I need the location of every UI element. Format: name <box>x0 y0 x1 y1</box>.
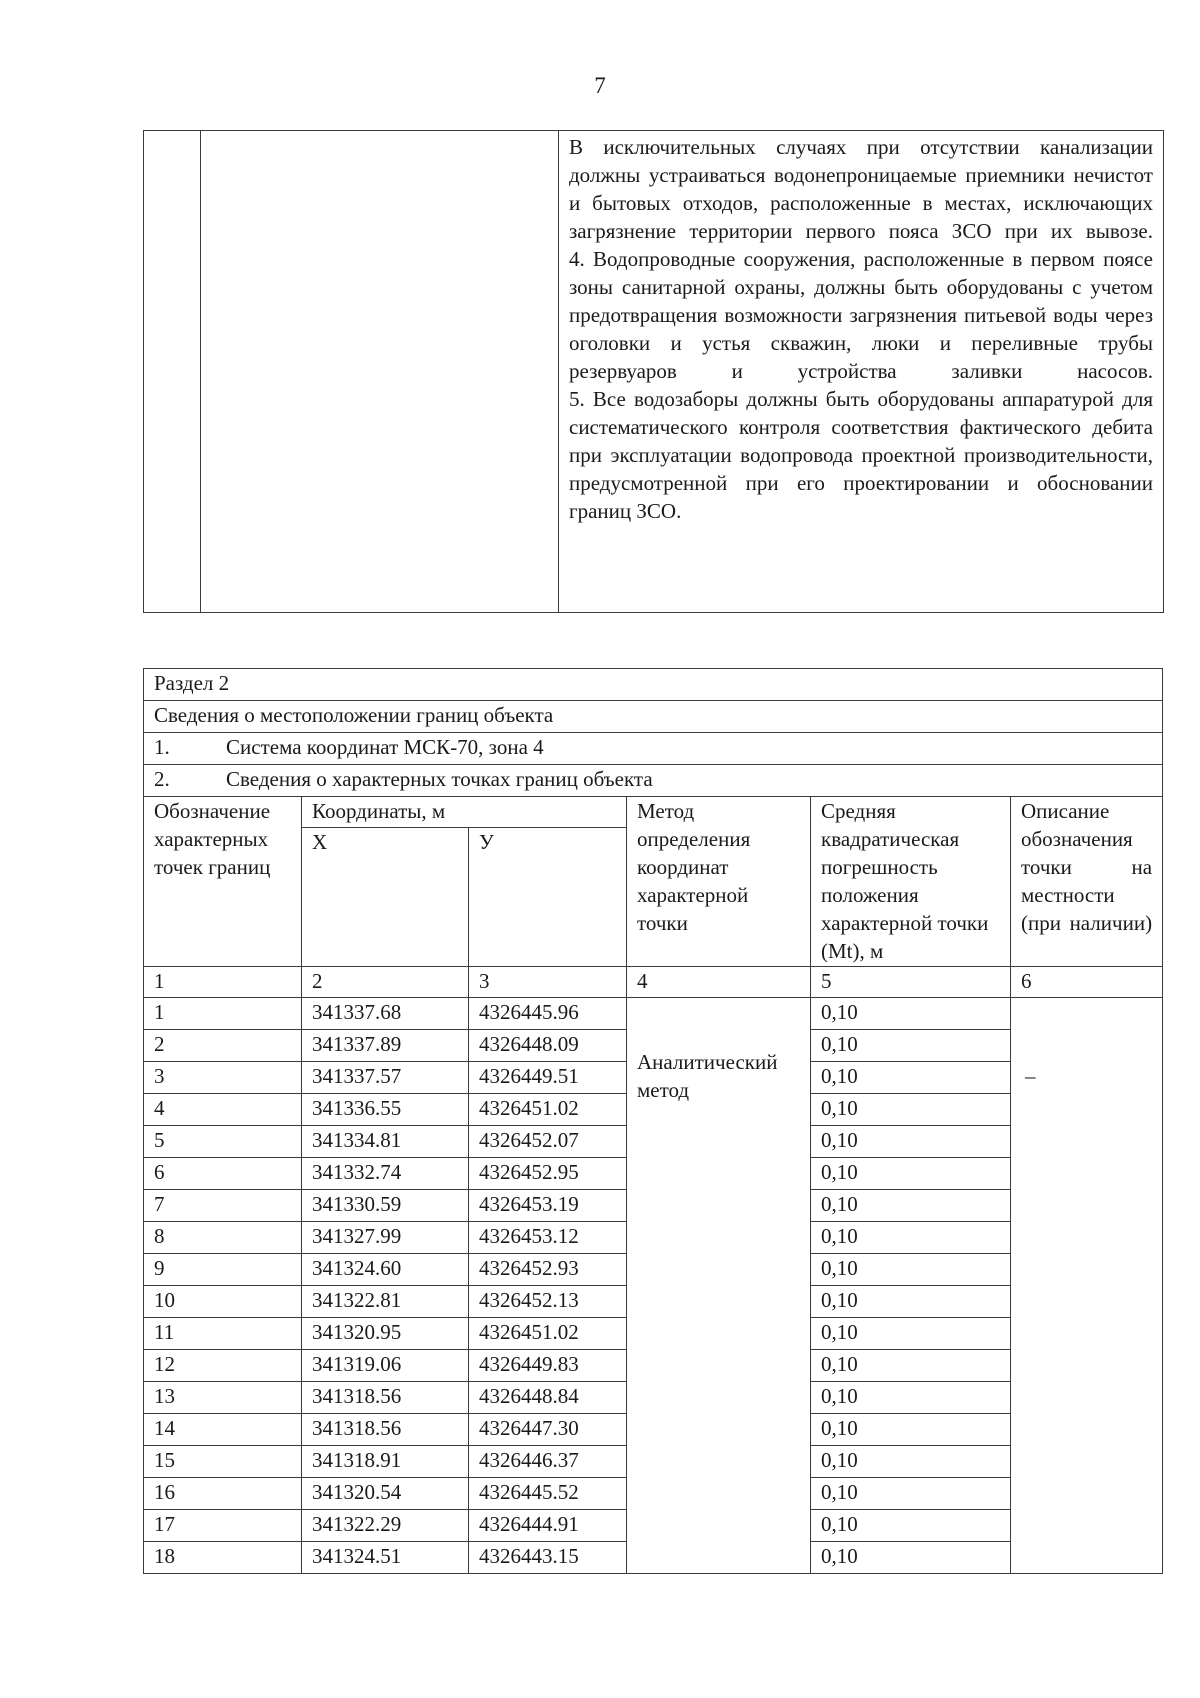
paragraph-sewage: В исключительных случаях при отсутствии канализации должны устраиваться водонепроницаемые приемники нечистот и бытовых отходов, расположенные в местах, исключающих загрязнение территории первого пояса ЗСО при их вывозе. <box>569 135 1153 243</box>
error-cell: 0,10 <box>811 1222 1011 1254</box>
column-index-3: 3 <box>469 967 627 998</box>
error-cell: 0,10 <box>811 1094 1011 1126</box>
point-number-cell: 11 <box>144 1318 302 1350</box>
coordinate-system-row <box>144 733 1163 765</box>
y-coordinate-cell: 4326447.30 <box>469 1414 627 1446</box>
error-cell: 0,10 <box>811 998 1011 1030</box>
y-coordinate-cell: 4326452.95 <box>469 1158 627 1190</box>
point-number-cell: 6 <box>144 1158 302 1190</box>
error-cell: 0,10 <box>811 1414 1011 1446</box>
point-number-cell: 13 <box>144 1382 302 1414</box>
error-cell: 0,10 <box>811 1542 1011 1574</box>
x-coordinate-cell: 341330.59 <box>302 1190 469 1222</box>
point-number-cell: 12 <box>144 1350 302 1382</box>
error-cell: 0,10 <box>811 1478 1011 1510</box>
y-coordinate-cell: 4326452.07 <box>469 1126 627 1158</box>
x-coordinate-cell: 341327.99 <box>302 1222 469 1254</box>
y-coordinate-cell: 4326448.84 <box>469 1382 627 1414</box>
column-index-6: 6 <box>1011 967 1163 998</box>
column-index-2: 2 <box>302 967 469 998</box>
item-number: 2. <box>154 767 170 791</box>
requirements-continuation-table <box>143 130 1164 613</box>
points-info-cell <box>144 765 1163 797</box>
coordinate-system-cell <box>144 733 1163 765</box>
table-row <box>144 131 1164 613</box>
error-cell: 0,10 <box>811 1254 1011 1286</box>
header-y: У <box>469 828 627 967</box>
error-cell: 0,10 <box>811 1350 1011 1382</box>
x-coordinate-cell: 341324.51 <box>302 1542 469 1574</box>
y-coordinate-cell: 4326444.91 <box>469 1510 627 1542</box>
column-index-1: 1 <box>144 967 302 998</box>
y-coordinate-cell: 4326449.51 <box>469 1062 627 1094</box>
x-coordinate-cell: 341337.57 <box>302 1062 469 1094</box>
x-coordinate-cell: 341318.56 <box>302 1382 469 1414</box>
column-index-row <box>144 967 1163 998</box>
point-number-cell: 2 <box>144 1030 302 1062</box>
point-number-cell: 15 <box>144 1446 302 1478</box>
point-number-cell: 10 <box>144 1286 302 1318</box>
x-coordinate-cell: 341334.81 <box>302 1126 469 1158</box>
x-coordinate-cell: 341336.55 <box>302 1094 469 1126</box>
y-coordinate-cell: 4326445.52 <box>469 1478 627 1510</box>
error-cell: 0,10 <box>811 1286 1011 1318</box>
x-coordinate-cell: 341337.68 <box>302 998 469 1030</box>
error-cell: 0,10 <box>811 1030 1011 1062</box>
x-coordinate-cell: 341322.81 <box>302 1286 469 1318</box>
column-index-5: 5 <box>811 967 1011 998</box>
y-coordinate-cell: 4326449.83 <box>469 1350 627 1382</box>
section-title-row <box>144 669 1163 701</box>
header-designation: Обозначение характерных точек границ <box>144 797 302 967</box>
header-description: Описание обозначения точки на местности (при наличии) <box>1011 797 1163 967</box>
section-subtitle-row <box>144 701 1163 733</box>
error-cell: 0,10 <box>811 1318 1011 1350</box>
empty-name-cell <box>201 131 559 613</box>
requirements-text-cell <box>559 131 1164 613</box>
column-index-4: 4 <box>627 967 811 998</box>
y-coordinate-cell: 4326446.37 <box>469 1446 627 1478</box>
point-number-cell: 3 <box>144 1062 302 1094</box>
x-coordinate-cell: 341318.56 <box>302 1414 469 1446</box>
x-coordinate-cell: 341319.06 <box>302 1350 469 1382</box>
empty-number-cell <box>144 131 201 613</box>
points-info-row <box>144 765 1163 797</box>
point-number-cell: 9 <box>144 1254 302 1286</box>
boundary-points-table <box>143 668 1163 1574</box>
y-coordinate-cell: 4326452.93 <box>469 1254 627 1286</box>
x-coordinate-cell: 341320.95 <box>302 1318 469 1350</box>
section-title: Раздел 2 <box>144 669 1163 701</box>
y-coordinate-cell: 4326445.96 <box>469 998 627 1030</box>
header-error: Средняя квадратическая погрешность положения характерной точки (Mt), м <box>811 797 1011 967</box>
x-coordinate-cell: 341337.89 <box>302 1030 469 1062</box>
header-method: Метод определения координат характерной точки <box>627 797 811 967</box>
coordinate-system-text: Система координат МСК-70, зона 4 <box>226 735 544 759</box>
method-cell: Аналитический метод <box>627 998 811 1574</box>
error-cell: 0,10 <box>811 1158 1011 1190</box>
header-coordinates: Координаты, м <box>302 797 627 828</box>
error-cell: 0,10 <box>811 1126 1011 1158</box>
error-cell: 0,10 <box>811 1190 1011 1222</box>
error-cell: 0,10 <box>811 1062 1011 1094</box>
paragraph-water-structures: 4. Водопроводные сооружения, расположенные в первом поясе зоны санитарной охраны, должны быть оборудованы с учетом предотвращения возможности загрязнения питьевой воды через оголовки и устья скважин, люки и переливные трубы резервуаров и устройства заливки насосов. <box>569 247 1153 383</box>
error-cell: 0,10 <box>811 1510 1011 1542</box>
point-number-cell: 8 <box>144 1222 302 1254</box>
point-number-cell: 1 <box>144 998 302 1030</box>
y-coordinate-cell: 4326443.15 <box>469 1542 627 1574</box>
x-coordinate-cell: 341320.54 <box>302 1478 469 1510</box>
item-number: 1. <box>154 735 170 759</box>
x-coordinate-cell: 341332.74 <box>302 1158 469 1190</box>
point-number-cell: 5 <box>144 1126 302 1158</box>
table-row <box>144 998 1163 1030</box>
points-info-text: Сведения о характерных точках границ объекта <box>226 767 653 791</box>
header-row <box>144 797 1163 828</box>
y-coordinate-cell: 4326452.13 <box>469 1286 627 1318</box>
point-number-cell: 16 <box>144 1478 302 1510</box>
y-coordinate-cell: 4326451.02 <box>469 1094 627 1126</box>
y-coordinate-cell: 4326453.12 <box>469 1222 627 1254</box>
y-coordinate-cell: 4326448.09 <box>469 1030 627 1062</box>
x-coordinate-cell: 341318.91 <box>302 1446 469 1478</box>
section-subtitle: Сведения о местоположении границ объекта <box>144 701 1163 733</box>
y-coordinate-cell: 4326453.19 <box>469 1190 627 1222</box>
point-number-cell: 18 <box>144 1542 302 1574</box>
point-number-cell: 17 <box>144 1510 302 1542</box>
error-cell: 0,10 <box>811 1446 1011 1478</box>
point-number-cell: 14 <box>144 1414 302 1446</box>
error-cell: 0,10 <box>811 1382 1011 1414</box>
point-number-cell: 4 <box>144 1094 302 1126</box>
description-cell: – <box>1011 998 1163 1574</box>
page-number: 7 <box>594 73 606 98</box>
paragraph-water-intakes: 5. Все водозаборы должны быть оборудованы аппаратурой для систематического контроля соответствия фактического дебита при эксплуатации водопровода проектной производительности, предусмотренной при его проектировании и обосновании границ ЗСО. <box>569 387 1153 523</box>
x-coordinate-cell: 341324.60 <box>302 1254 469 1286</box>
y-coordinate-cell: 4326451.02 <box>469 1318 627 1350</box>
point-number-cell: 7 <box>144 1190 302 1222</box>
x-coordinate-cell: 341322.29 <box>302 1510 469 1542</box>
header-x: X <box>302 828 469 967</box>
